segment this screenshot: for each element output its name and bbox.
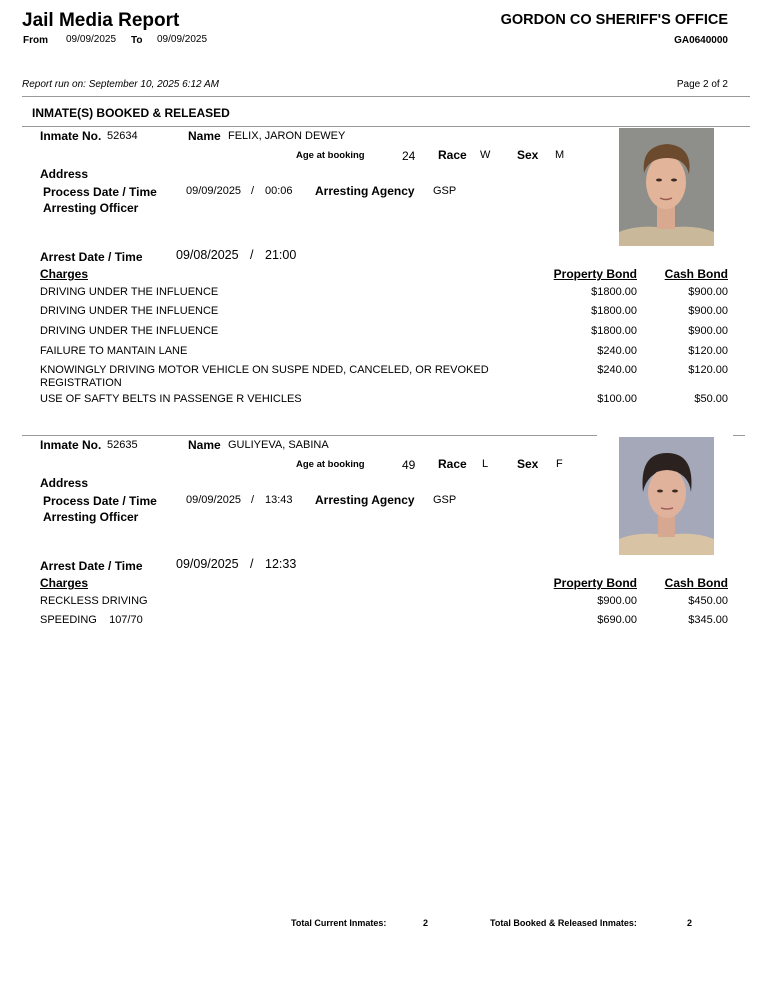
inmate-no: 52635 [107,439,138,451]
cash-bond: $450.00 [688,595,728,607]
cash-bond: $50.00 [694,393,728,405]
property-bond: $1800.00 [591,325,637,337]
cash-bond: $120.00 [688,364,728,376]
address-label: Address [40,476,89,490]
process-date: 09/09/2025 [186,185,242,197]
charge-desc: DRIVING UNDER THE INFLUENCE [40,325,219,337]
report-run-on: Report run on: September 10, 2025 6:12 AM [22,79,219,90]
arrest-date: 09/08/2025 [176,248,239,262]
race-value: L [482,458,489,470]
process-time: 13:43 [265,494,293,506]
charge-desc: USE OF SAFTY BELTS IN PASSENGE R VEHICLES [40,393,302,405]
charge-desc: DRIVING UNDER THE INFLUENCE [40,305,219,317]
cash-bond: $345.00 [688,614,728,626]
arresting-agency: GSP [433,185,457,197]
cash-bond-header: Cash Bond [664,576,728,590]
process-label: Process Date / Time [43,185,157,199]
arrest-label: Arrest Date / Time [40,559,143,573]
to-label: To [131,35,143,46]
name-label: Name [188,129,221,143]
cash-bond: $900.00 [688,286,728,298]
charge-desc: RECKLESS DRIVING [40,595,148,607]
total-booked-value: 2 [687,918,693,928]
arresting-agency: GSP [433,494,457,506]
charge-desc: DRIVING UNDER THE INFLUENCE [40,286,219,298]
report-title: Jail Media Report [22,10,180,31]
agency-name: GORDON CO SHERIFF'S OFFICE [500,12,728,28]
cash-bond: $900.00 [688,305,728,317]
page-number: Page 2 of 2 [676,79,728,90]
agency-ori: GA0640000 [674,35,728,46]
sex-value: F [556,458,563,470]
arresting-officer-label: Arresting Officer [43,201,139,215]
arrest-date: 09/09/2025 [176,557,239,571]
sex-label: Sex [517,148,539,162]
arrest-label: Arrest Date / Time [40,250,143,264]
charges-header: Charges [40,267,89,281]
mugshot-photo [619,437,714,555]
cash-bond: $900.00 [688,325,728,337]
total-booked-label: Total Booked & Released Inmates: [490,918,637,928]
inmate-name: FELIX, JARON DEWEY [228,130,346,142]
from-label: From [23,35,48,46]
arresting-agency-label: Arresting Agency [315,493,415,507]
arresting-agency-label: Arresting Agency [315,184,415,198]
arrest-time: 21:00 [265,248,297,262]
age-label: Age at booking [296,459,365,470]
slash: / [251,185,255,197]
record-divider [733,435,745,436]
property-bond-header: Property Bond [553,576,637,590]
from-date: 09/09/2025 [66,34,117,45]
age-label: Age at booking [296,150,365,161]
age-value: 24 [402,149,416,163]
inmate-no-label: Inmate No. [40,438,102,452]
inmate-no-label: Inmate No. [40,129,102,143]
process-time: 00:06 [265,185,293,197]
charge-desc-continued: REGISTRATION [40,377,122,389]
process-label: Process Date / Time [43,494,157,508]
record-divider [22,435,597,436]
process-date: 09/09/2025 [186,494,242,506]
slash: / [250,557,254,571]
race-label: Race [438,457,467,471]
age-value: 49 [402,458,416,472]
section-title: INMATE(S) BOOKED & RELEASED [32,106,230,120]
slash: / [250,248,254,262]
inmate-name: GULIYEVA, SABINA [228,439,329,451]
sex-value: M [555,149,565,161]
mugshot-photo [619,128,714,246]
property-bond: $100.00 [597,393,637,405]
arresting-officer-label: Arresting Officer [43,510,139,524]
address-label: Address [40,167,89,181]
to-date: 09/09/2025 [157,34,208,45]
cash-bond: $120.00 [688,345,728,357]
inmate-no: 52634 [107,130,138,142]
charges-header: Charges [40,576,89,590]
total-current-label: Total Current Inmates: [291,918,387,928]
property-bond: $240.00 [597,364,637,376]
total-current-value: 2 [423,918,429,928]
name-label: Name [188,438,221,452]
property-bond: $240.00 [597,345,637,357]
property-bond: $1800.00 [591,305,637,317]
property-bond: $690.00 [597,614,637,626]
charge-desc: KNOWINGLY DRIVING MOTOR VEHICLE ON SUSPE NDED, CANCELED, OR REVOKED [40,364,489,376]
header-divider [22,96,750,97]
charge-desc: SPEEDING 107/70 [40,614,143,626]
inmate-record [0,126,773,426]
charge-desc: FAILURE TO MANTAIN LANE [40,345,188,357]
property-bond-header: Property Bond [553,267,637,281]
property-bond: $1800.00 [591,286,637,298]
race-value: W [480,149,491,161]
slash: / [251,494,255,506]
race-label: Race [438,148,467,162]
sex-label: Sex [517,457,539,471]
cash-bond-header: Cash Bond [664,267,728,281]
property-bond: $900.00 [597,595,637,607]
arrest-time: 12:33 [265,557,297,571]
inmate-record [0,435,773,735]
